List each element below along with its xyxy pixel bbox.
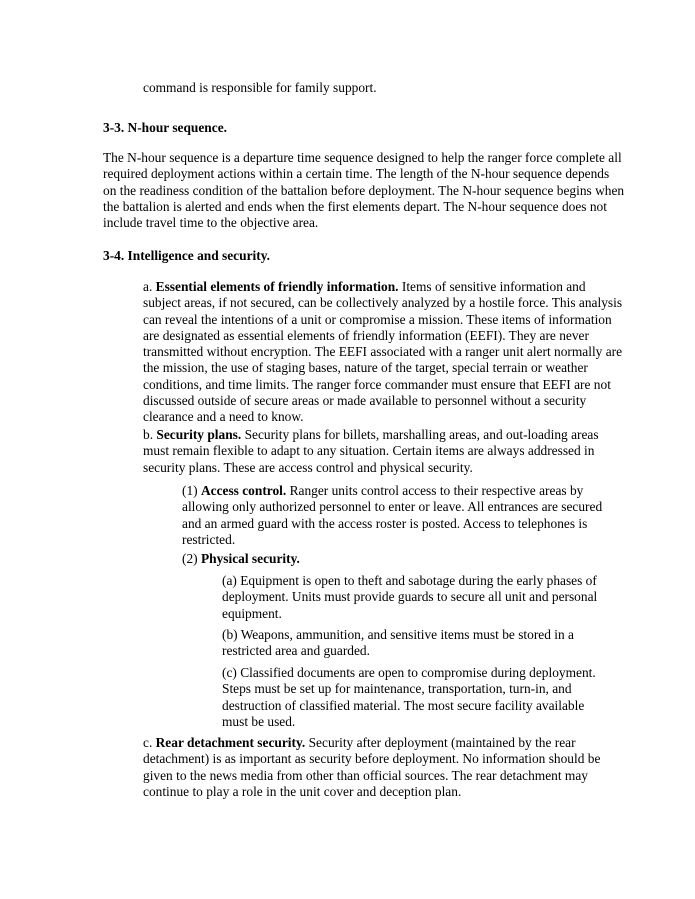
subparagraph-2-prefix: (2) xyxy=(182,551,201,566)
paragraph-a-title: Essential elements of friendly information. xyxy=(155,279,399,294)
paragraph-a-prefix: a. xyxy=(143,279,156,294)
physical-security-item-c: (c) Classified documents are open to compromise during deployment. Steps must be set up for maintenance, transportation, turn-in, and destruction of classified material. The most secure facility available must be used. xyxy=(222,665,596,729)
paragraph-b-security-plans xyxy=(143,427,613,476)
subparagraph-1-prefix: (1) xyxy=(182,483,201,498)
paragraph-a-body: Items of sensitive information and subject areas, if not secured, can be collectively analyzed by a hostile force. This analysis can reveal the intentions of a unit or compromise a mission. These items of information are designated as essential elements of friendly information (EEFI). They are never transmitted without encryption. The EEFI associated with a ranger unit alert normally are the mission, the use of staging bases, nature of the target, special terrain or weather conditions, and time limits. The ranger force commander must ensure that EEFI are not discussed outside of secure areas or made available to personnel without a security clearance and a need to know. xyxy=(143,279,623,425)
subparagraph-1-title: Access control. xyxy=(200,483,287,498)
subparagraph-2-title: Physical security. xyxy=(200,551,300,566)
paragraph-a-eefi xyxy=(143,279,625,426)
physical-security-item-a: (a) Equipment is open to theft and sabotage during the early phases of deployment. Units must provide guards to secure all unit and personal equipment. xyxy=(222,573,598,621)
subparagraph-access-control xyxy=(182,483,612,548)
paragraph-b-prefix: b. xyxy=(143,427,157,442)
paragraph-c-body: Security after deployment (maintained by the rear detachment) is as important as security before deployment. No information should be given to the news media from other than official sources. The rear detachment may continue to play a role in the unit cover and deception plan. xyxy=(143,735,601,799)
paragraph-c-title: Rear detachment security. xyxy=(155,735,306,750)
subparagraph-physical-security xyxy=(182,551,612,567)
subparagraph-1-body: Ranger units control access to their respective areas by allowing only authorized personnel to enter or leave. All entrances are secured and an armed guard with the access roster is posted. Access to telephones is restricted. xyxy=(182,483,603,547)
section-heading-3-3: 3-3. N-hour sequence. xyxy=(103,120,227,135)
paragraph-c-prefix: c. xyxy=(143,735,156,750)
paragraph-b-title: Security plans. xyxy=(156,427,242,442)
section-heading-3-4: 3-4. Intelligence and security. xyxy=(103,248,270,263)
paragraph-b-body: Security plans for billets, marshalling areas, and out-loading areas must remain flexible to adapt to any situation. Certain items are always addressed in security plans. These are access control and physical security. xyxy=(143,427,599,475)
lead-paragraph: command is responsible for family support. xyxy=(143,80,377,95)
paragraph-c-rear-detachment xyxy=(143,735,621,800)
section-3-3-body: The N-hour sequence is a departure time sequence designed to help the ranger force complete all required deployment actions within a certain time. The length of the N-hour sequence depends on the readiness condition of the battalion before deployment. The N-hour sequence begins when the battalion is alerted and ends when the first elements depart. The N-hour sequence does not include travel time to the objective area. xyxy=(103,150,625,231)
physical-security-item-b: (b) Weapons, ammunition, and sensitive items must be stored in a restricted area and guarded. xyxy=(222,627,574,659)
